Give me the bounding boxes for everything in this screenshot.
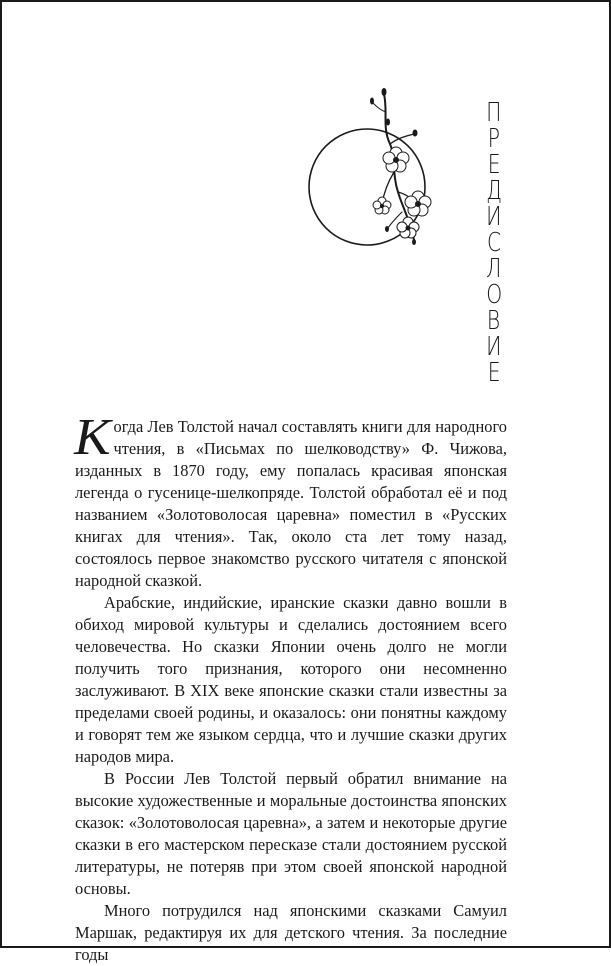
title-letter: И xyxy=(486,332,502,362)
title-letter: С xyxy=(486,228,502,258)
title-letter: В xyxy=(487,306,501,336)
title-letter: П xyxy=(486,98,502,128)
title-letter: Л xyxy=(486,254,502,284)
title-letter: Е xyxy=(487,150,501,180)
title-letter: Е xyxy=(487,358,501,388)
body-text xyxy=(74,409,507,966)
paragraph-3: В России Лев Толстой первый обратил внимание на высокие художественные и моральные достоинства японских сказок: «Золотоволосая царевна», а затем и некоторые другие сказки в его мастерском пересказе стали достоянием русской литературы, не потеряв при этом своей японской народной основы. xyxy=(75,769,507,898)
sakura-branch-moon-illustration xyxy=(302,82,452,262)
paragraph-1 xyxy=(74,409,507,592)
paragraph-4: Много потрудился над японскими сказками Самуил Маршак, редактируя их для детского чтения. За последние годы xyxy=(75,901,507,964)
title-letter: О xyxy=(486,280,502,310)
blossoms xyxy=(373,147,431,238)
paragraph-1-text: огда Лев Толстой начал составлять книги для народного чтения, в «Письмах по шелководству» Ф. Чижова, изданных в 1870 году, ему попалась красивая японская легенда о гусенице-шелкопряде. Толстой обработал её и под названием «Золотоволосая царевна» поместил в «Русских книгах для чтения». Так, около ста лет тому назад, состоялось первое знакомство русского читателя с японской народной сказкой. xyxy=(75,417,507,590)
chapter-title-vertical xyxy=(479,100,509,386)
title-letter: И xyxy=(486,202,502,232)
paragraph-2: Арабские, индийские, иранские сказки давно вошли в обиход мировой культуры и сделались достоянием всего человечества. Но сказки Японии очень долго не могли получить того признания, которого они несомненно заслуживают. В XIX веке японские сказки стали известны за пределами своей родины, и оказалось: они понятны каждому и говорят тем же языком сердца, что и лучшие сказки других народов мира. xyxy=(75,593,507,766)
title-letter: Д xyxy=(486,176,502,206)
drop-cap: К xyxy=(74,409,111,466)
title-letter: Р xyxy=(487,124,501,154)
